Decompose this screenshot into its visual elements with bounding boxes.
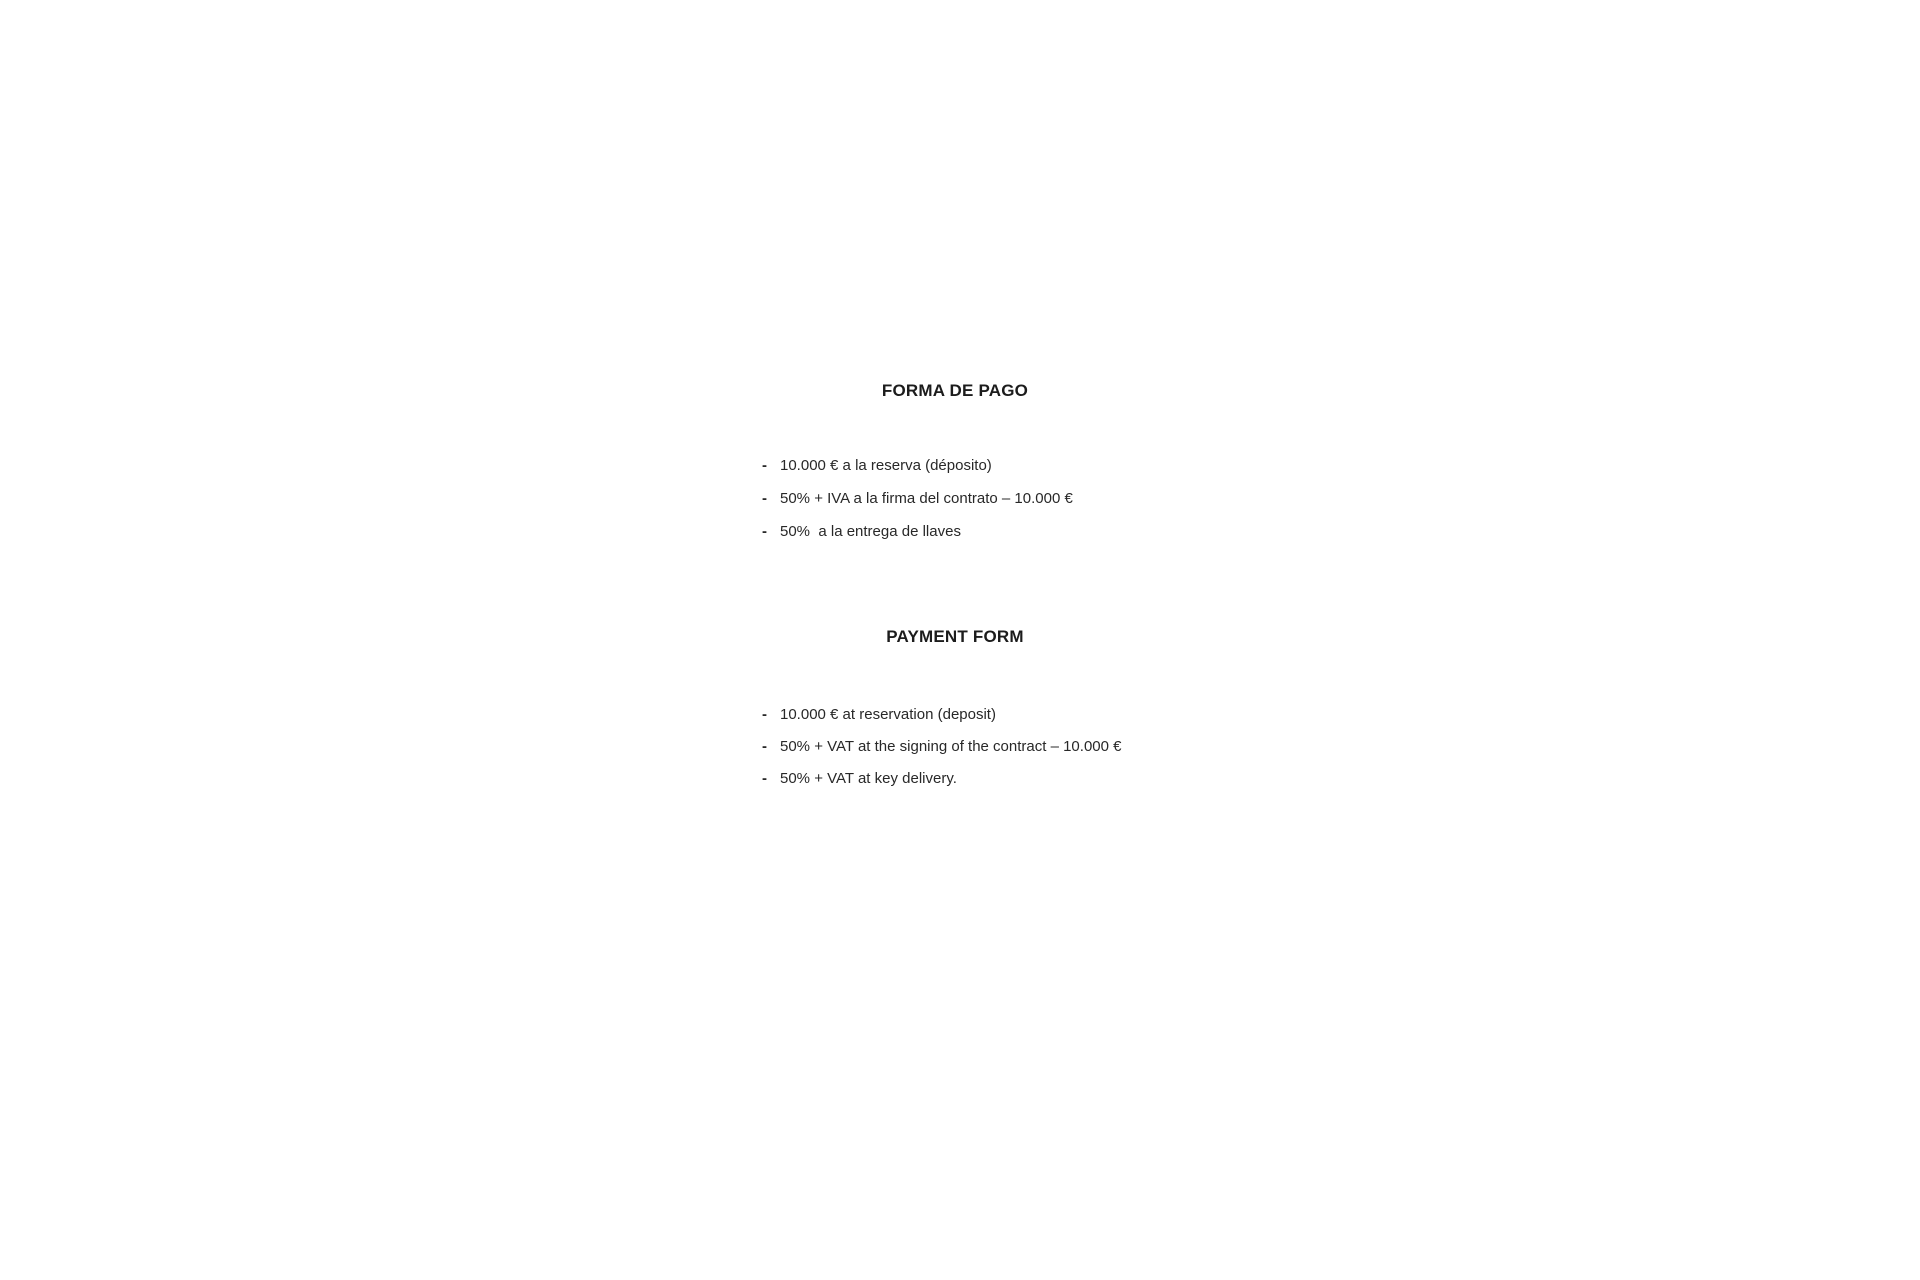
list-item-text: 10.000 € at reservation (deposit) [780, 706, 996, 723]
list-item [762, 491, 1073, 506]
bullet-dash: - [762, 738, 767, 755]
section-title-payment-form: PAYMENT FORM [886, 627, 1024, 646]
bullet-dash: - [762, 706, 767, 723]
list-item-text: 50% + VAT at the signing of the contract – 10.000 € [780, 738, 1122, 755]
bullet-dash: - [762, 457, 767, 474]
bullet-dash: - [762, 770, 767, 787]
list-item [762, 524, 961, 539]
list-item [762, 771, 957, 786]
list-item [762, 739, 1121, 754]
list-item-text: 50% + VAT at key delivery. [780, 770, 957, 787]
list-item-text: 10.000 € a la reserva (déposito) [780, 457, 992, 474]
list-item [762, 707, 996, 722]
bullet-dash: - [762, 523, 767, 540]
list-item [762, 458, 992, 473]
list-item-text: 50% + IVA a la firma del contrato – 10.000 € [780, 490, 1073, 507]
bullet-dash: - [762, 490, 767, 507]
list-item-text: 50% a la entrega de llaves [780, 523, 961, 540]
section-title-forma-de-pago: FORMA DE PAGO [881, 381, 1029, 400]
